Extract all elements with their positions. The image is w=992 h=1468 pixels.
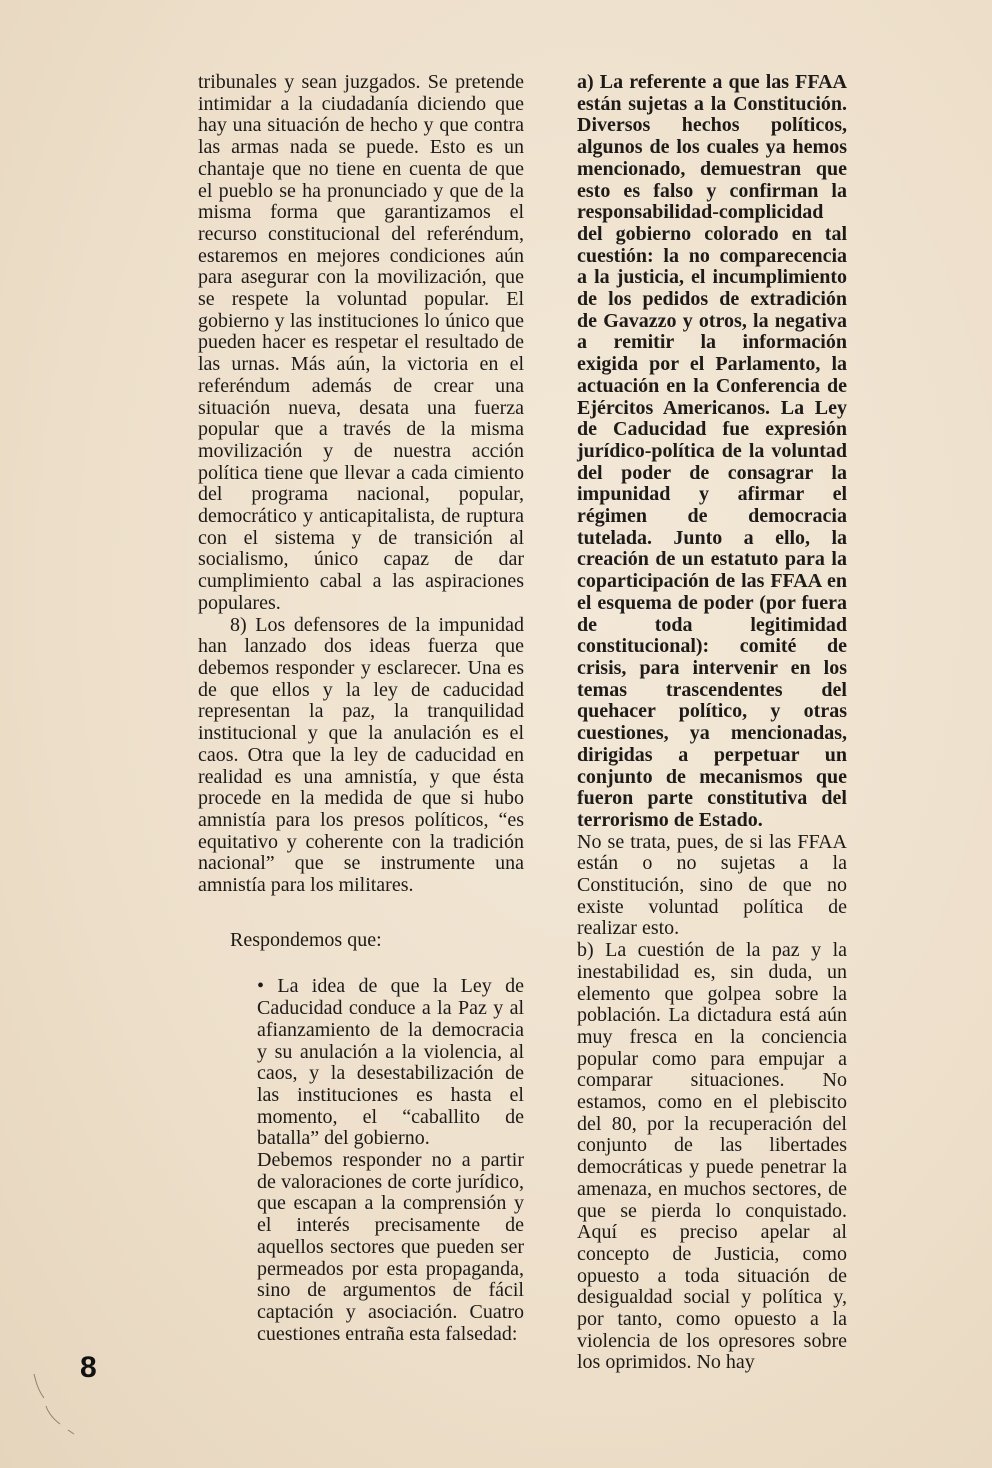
right-text-column: [577, 72, 847, 1374]
paragraph: 8) Los defensores de la impunidad han lanzado dos ideas fuerza que debemos responder y esclarecer. Una es de que ellos y la ley de caducidad representan la paz, la tranquilidad institucional y que la anulación es el caos. Otra que la ley de caducidad en realidad es una amnistía, y que ésta procede en la medida de que si hubo amnistía para los presos políticos, “es equitativo y coherente con la tradición nacional” que se instrumente una amnistía para los militares.: [198, 613, 524, 897]
paragraph: b) La cuestión de la paz y la inestabilidad es, sin duda, un elemento que golpea sobre la población. La dictadura está aún muy fresca en la conciencia popular como para empujar a comparar situaciones. No estamos, como en el plebiscito del 80, por la recuperación del conjunto de las libertades democráticas y puede penetrar la amenaza, en muchos sectores, de que se pierda lo conquistado. Aquí es preciso apelar al concepto de Justicia, como opuesto a toda situación de desigualdad social y política y, por tanto, como opuesto a la violencia de los opresores sobre los oprimidos. No hay: [577, 939, 847, 1374]
paragraph: Debemos responder no a partir de valoraciones de corte jurídico, que escapan a la comprensión y el interés precisamente de aquellos sectores que pueden ser permeados por esta propaganda, sino de argumentos de fácil captación y asociación. Cuatro cuestiones entraña esta falsedad:: [257, 1149, 524, 1345]
paragraph: No se trata, pues, de si las FFAA están o no sujetas a la Constitución, sino de que no existe voluntad política de realizar esto.: [577, 830, 847, 940]
paragraph: a) La referente a que las FFAA están sujetas a la Constitución. Diversos hechos políticos, algunos de los cuales ya hemos mencionado, demuestran que esto es falso y confirman la responsabilidad-complicidad del gobierno colorado en tal cuestión: la no comparecencia a la justicia, el incumplimiento de los pedidos de extradición de Gavazzo y otros, la negativa a remitir la información exigida por el Parlamento, la actuación en la Conferencia de Ejércitos Americanos. La Ley de Caducidad fue expresión jurídico-política de la voluntad del poder de consagrar la impunidad y afirmar el régimen de democracia tutelada. Junto a ello, la creación de un estatuto para la coparticipación de las FFAA en el esquema de poder (por fuera de toda legitimidad constitucional): comité de crisis, para intervenir en los temas trascendentes del quehacer político, y otras cuestiones, ya mencionadas, dirigidas a perpetuar un conjunto de mecanismos que fueron parte constitutiva del terrorismo de Estado.: [577, 71, 847, 831]
pencil-mark: [30, 1372, 90, 1442]
paragraph: tribunales y sean juzgados. Se pretende intimidar a la ciudadanía diciendo que hay una situación de hecho y que contra las armas nada se puede. Esto es un chantaje que no tiene en cuenta de que el pueblo se ha pronunciado y que de la misma forma que garantizamos el recurso constitucional del referéndum, estaremos en mejores condiciones aún para asegurar con la movilización, que se respete la voluntad popular. El gobierno y las instituciones lo único que pueden hacer es respetar el resultado de las urnas. Más aún, la victoria en el referéndum además de crear una situación nueva, desata una fuerza popular que a través de la misma movilización y de nuestra acción política tiene que llevar a cada cimiento del programa nacional, popular, democrático y anticapitalista, de ruptura con el sistema y de transición al socialismo, único capaz de dar cumplimiento cabal a las aspiraciones populares.: [198, 71, 524, 614]
left-text-column: [198, 72, 524, 1345]
page-number: 8: [80, 1351, 97, 1384]
bullet-block: [257, 976, 524, 1345]
paragraph: Respondemos que:: [230, 928, 382, 951]
bullet-item: • La idea de que la Ley de Caducidad conduce a la Paz y al afianzamiento de la democracia y su anulación a la violencia, al caos, y la desestabilización de las instituciones es hasta el momento, el “caballito de batalla” del gobierno.: [257, 975, 524, 1150]
